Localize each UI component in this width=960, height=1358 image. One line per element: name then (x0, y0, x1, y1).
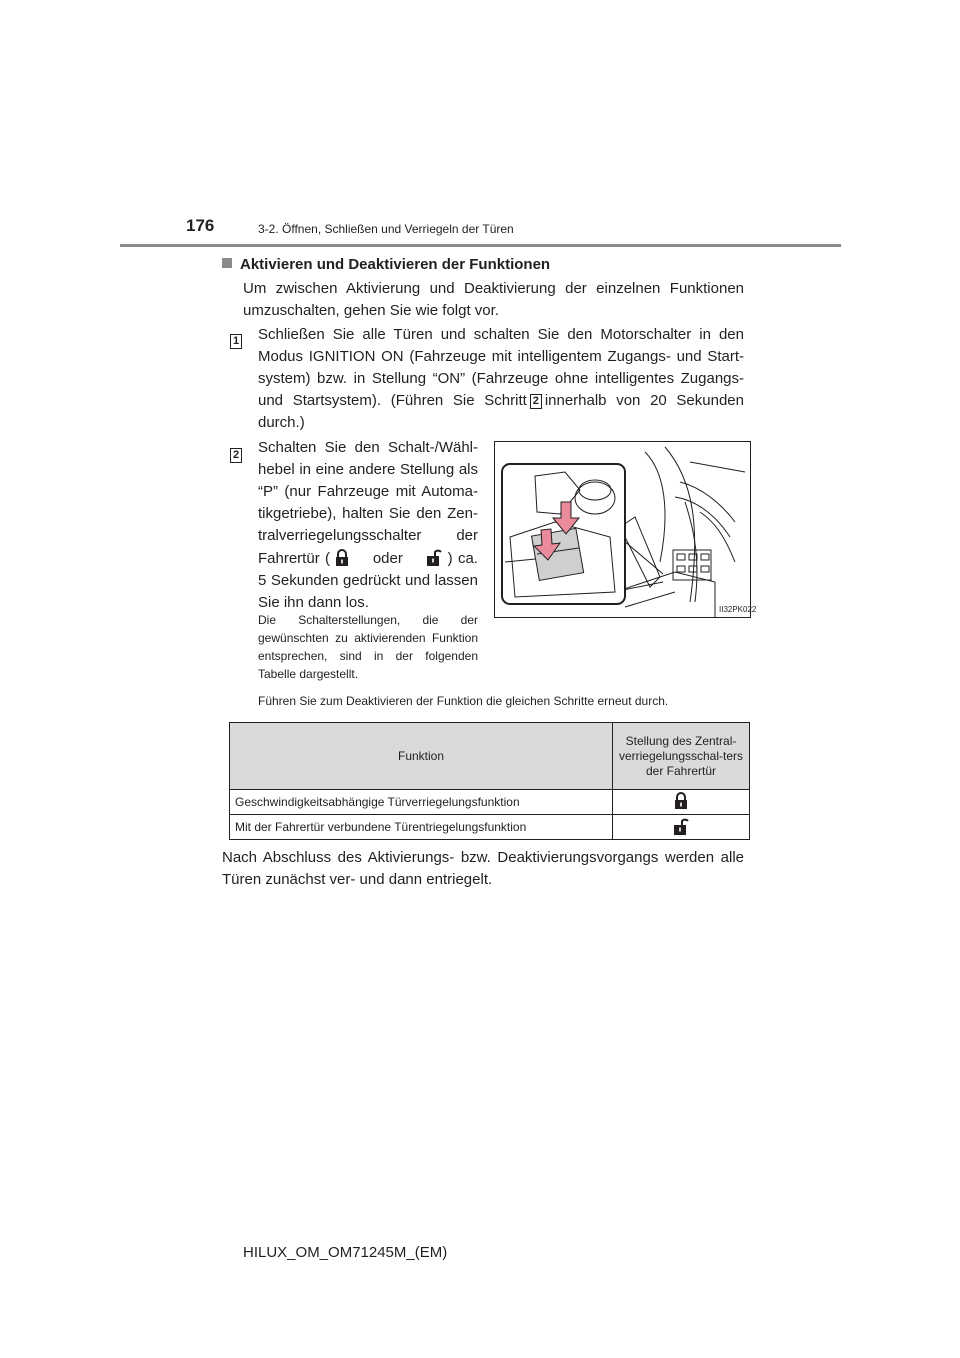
door-switch-illustration (495, 442, 757, 617)
deactivate-note: Führen Sie zum Deaktivieren der Funktion die gleichen Schritte erneut durch. (258, 694, 669, 708)
page-number: 176 (186, 216, 215, 235)
figure-code: II32PK022 (719, 605, 757, 614)
table-cell-icon (613, 790, 750, 815)
step-2-number: 2 (230, 448, 242, 463)
lock-closed-icon (674, 792, 688, 810)
heading-text: Aktivieren und Deaktivieren der Funktionen (240, 256, 551, 273)
step-1-text-after: innerhalb von 20 Sekunden durch.) (258, 392, 744, 431)
table-header-position: Stellung des Zentral-verriegelungsschal-ters der Fahrertür (613, 723, 750, 790)
footer-document-id: HILUX_OM_OM71245M_(EM) (243, 1244, 448, 1261)
section-heading (222, 256, 550, 273)
intro-paragraph: Um zwischen Aktivierung und Deaktivierung der einzelnen Funktionen umzuschalten, gehen Sie wie folgt vor. (243, 280, 744, 319)
door-switch-figure (494, 441, 757, 618)
step-1-text (258, 324, 744, 434)
step-1-marker (230, 331, 242, 349)
closing-paragraph: Nach Abschluss des Aktivierungs- bzw. Deaktivierungsvorgangs werden alle Türen zunächst ver- und dann entriegelt. (222, 849, 744, 888)
step-1-text-before: Schließen Sie alle Türen und schalten Sie den Motorschalter in den Modus IGNITION ON (Fahrzeuge mit intelligentem Zugangs- und Start-system) bzw. in Stellung “ON” (Fahrzeuge ohne intelligentes Zugangs- und Startsystem). (Führen Sie Schritt (258, 326, 744, 409)
table-row (230, 815, 750, 840)
function-table (229, 722, 750, 840)
step-2-text (258, 437, 478, 614)
lock-open-icon (426, 547, 442, 567)
table-cell-function: Geschwindigkeitsabhängige Türverriegelungsfunktion (230, 790, 613, 815)
step-2-oder: oder (372, 550, 403, 567)
table-cell-icon (613, 815, 750, 840)
table-header-function: Funktion (230, 723, 613, 790)
table-header-row (230, 723, 750, 790)
heading-square-icon (222, 258, 232, 268)
step-1-number: 1 (230, 334, 242, 349)
lock-open-icon (673, 816, 689, 836)
section-title: 3-2. Öffnen, Schließen und Verriegeln der Türen (258, 222, 514, 236)
step-2-text-part2: ) ca. 5 Sekunden gedrückt und lassen Sie ihn dann los. (258, 550, 478, 611)
step-1-ref: 2 (530, 394, 542, 409)
step-2-note: Die Schalterstellungen, die der gewünschten zu aktivierenden Funktion entsprechen, sind in der folgenden Tabelle dargestellt. (258, 613, 478, 681)
table-row (230, 790, 750, 815)
step-2-marker (230, 445, 242, 463)
table-cell-function: Mit der Fahrertür verbundene Türentriegelungsfunktion (230, 815, 613, 840)
step-2-text-part1: Schalten Sie den Schalt-/Wähl-hebel in eine andere Stellung als “P” (nur Fahrzeuge mit Automa-tikgetriebe), halten Sie den Zen-tralverriegelungsschalter der Fahrertür ( (258, 439, 478, 567)
header-rule (120, 244, 841, 247)
lock-closed-icon (335, 549, 349, 567)
